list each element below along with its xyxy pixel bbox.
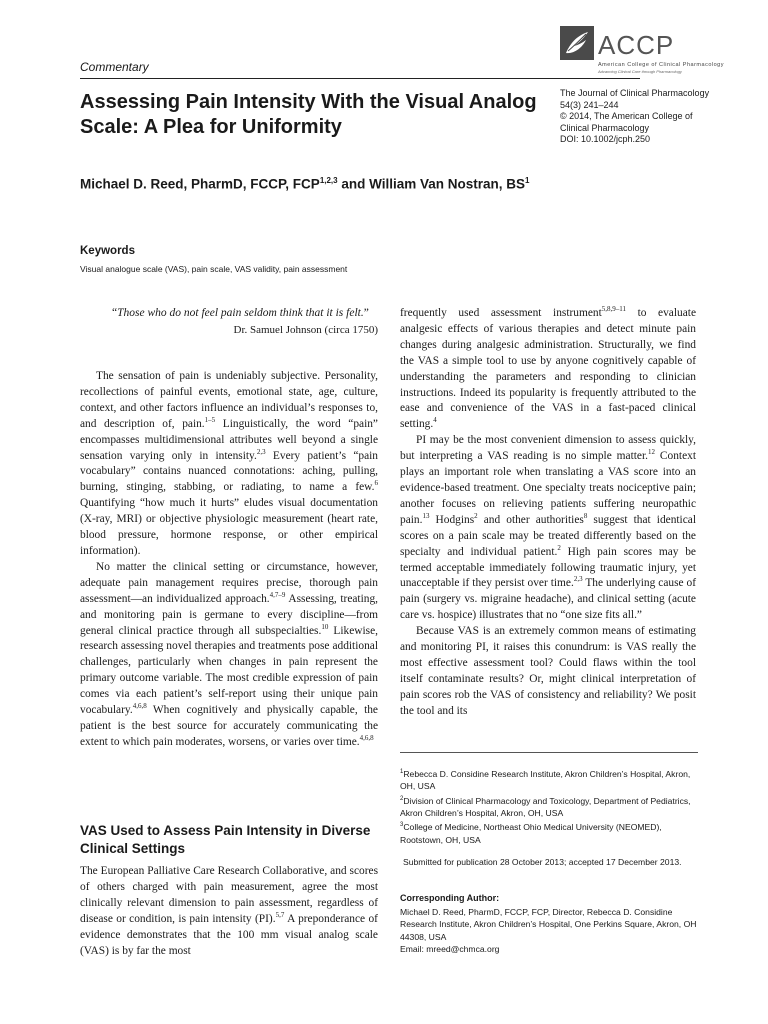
journal-name: The Journal of Clinical Pharmacology: [560, 88, 710, 98]
text-span: A preponderance of evidence demonstrates that the 100 mm visual analog scale (VAS) is by far the most: [80, 912, 378, 957]
citation[interactable]: 12: [648, 448, 655, 457]
affiliation-number: 1: [400, 769, 404, 775]
text-span: The sensation of pain is undeniably subjective. Personality, recollections of painful events, emotional state, age, culture, context, and other factors influence an individual’s responses to, and description of, pain.: [80, 370, 378, 430]
text-span: Likewise, research assessing novel therapies and treatments pose additional challenges, particularly when changes in pain represent the primary outcome variable. The most credible expression of pain comes via each patient’s self-report using their unique pain vocabulary.: [80, 624, 379, 717]
body-paragraph-1: [80, 369, 378, 560]
text-span: PI may be the most convenient dimension to assess quickly, but interpreting a VAS reading is no simple matter.: [400, 434, 696, 463]
author-line: [80, 176, 720, 192]
journal-info: [560, 88, 710, 146]
epigraph-quote: Those who do not feel pain seldom think that it is felt.: [117, 307, 364, 319]
text-span: High pain scores may be termed acceptable immediately following traumatic injury, yet unacceptable if they persist over time.: [400, 545, 696, 590]
footnote-rule: [400, 752, 698, 753]
text-span: Because VAS is an extremely common means of estimating and monitoring PI, it raises this conundrum: is VAS really the most effective assessment tool? Could flaws within the tool itself contaminate results? Or, might clinical interpretation of pain scores rob the VAS of consistency and reliability? We posit the tool and its: [400, 625, 696, 717]
text-span: frequently used assessment instrument: [400, 307, 602, 319]
text-span: When cognitively and physically capable, the patient is the best source for accurately communicating the extent to which pain moderates, worsens, or varies over time.: [80, 704, 378, 748]
text-span: to evaluate analgesic effects of various therapies and detect minute pain changes during analgesic administration. Structurally, we find the VAS a simple tool to use by anyone cognitively capable of understanding the parameters and responding to clinician instructions. Indeed its popularity is frequently attributed to the ease and convenience of the VAS in a fast-paced clinical setting.: [400, 307, 696, 431]
citation[interactable]: 2,3: [256, 447, 266, 456]
affiliation-text: Rebecca D. Considine Research Institute, Akron Children’s Hospital, Akron, OH, USA: [400, 768, 691, 792]
section-label: Commentary: [80, 60, 149, 74]
citation[interactable]: 1–5: [204, 415, 216, 424]
text-span: Every patient’s “pain vocabulary” contains nuanced connotations: aching, pulling, burning, stinging, stabbing, or radiating, to name a few.: [80, 449, 378, 494]
citation[interactable]: 2: [557, 543, 561, 552]
citation[interactable]: 2: [474, 511, 478, 520]
corresponding-author-heading: Corresponding Author:: [400, 893, 500, 903]
body-paragraph-4: [400, 306, 696, 433]
citation[interactable]: 4,7–9: [269, 590, 286, 599]
leaf-logo-icon: [560, 26, 594, 60]
text-span: Hodgins: [429, 513, 475, 526]
section-heading: VAS Used to Assess Pain Intensity in Diverse Clinical Settings: [80, 823, 371, 856]
citation[interactable]: 10: [321, 622, 329, 631]
header-rule: [80, 78, 640, 79]
affiliation-3: [400, 819, 700, 846]
text-span: No matter the clinical setting or circumstance, however, adequate pain management requires precise, thorough pain assessment—an individualized approach.: [80, 560, 378, 605]
corresponding-author-email[interactable]: Email: mreed@chmca.org: [400, 944, 500, 955]
body-column-left-upper: [80, 369, 378, 751]
citation[interactable]: 5,7: [275, 910, 285, 919]
journal-publisher: Clinical Pharmacology: [560, 122, 650, 133]
affiliation-number: 3: [400, 822, 404, 829]
text-span: Quantifying “how much it hurts” eludes visual documentation (X-ray, MRI) or objective physiologic measurement (heart rate, blood pressure, hormone response, or other empirical information).: [80, 497, 378, 557]
body-paragraph-2: [80, 560, 378, 751]
citation[interactable]: 4: [433, 416, 437, 425]
affiliation-1: [400, 766, 700, 793]
epigraph-open-quote: “: [112, 307, 118, 319]
affiliation-text: Division of Clinical Pharmacology and Toxicology, Department of Pediatrics, Akron Children’s Hospital, Akron, OH, USA: [400, 795, 691, 818]
keywords-list: Visual analogue scale (VAS), pain scale, VAS validity, pain assessment: [80, 264, 348, 274]
text-span: Context plays an important role when translating a VAS score into an evidence-based treatment. One specialty treats nociceptive pain; another focuses on relieving patients suffering neuropathic pain.: [400, 450, 696, 526]
logo-subtitle: American College of Clinical Pharmacology: [598, 62, 724, 68]
citation[interactable]: 4,6,8: [359, 734, 374, 743]
logo-acronym: ACCP: [598, 30, 675, 60]
body-paragraph-6: [400, 624, 696, 719]
affiliation-number: 2: [400, 795, 404, 802]
article-title: Assessing Pain Intensity With the Visual Analog Scale: A Plea for Uniformity: [80, 91, 537, 138]
epigraph-attribution: Dr. Samuel Johnson (circa 1750): [233, 324, 378, 336]
citation[interactable]: 2,3: [573, 575, 583, 584]
citation[interactable]: 4,6,8: [132, 702, 147, 711]
text-span: Assessing, treating, and monitoring pain is germane to every discipline—from general clinical practice through all subspecialties.: [80, 592, 378, 637]
logo-tagline: Advancing Clinical Care through Pharmacology: [598, 69, 682, 74]
text-span: The underlying cause of pain (surgery vs. migraine headache), and clinical setting (acute care vs. hospice) illustrates that no “one size fits all.”: [400, 577, 697, 622]
text-span: suggest that identical scores on a pain scale may be treated differently based on the specialty and individual patient.: [400, 513, 697, 558]
text-span: Linguistically, the word “pain” encompasses multidimensional attributes well beyond a single sensation varying only in intensity.: [80, 417, 378, 462]
corresponding-author: [400, 906, 700, 956]
epigraph: [112, 306, 378, 338]
citation[interactable]: 5,8,9–11: [601, 305, 627, 314]
accp-logo: [560, 26, 724, 76]
epigraph-close-quote: ”: [363, 307, 369, 319]
submission-dates: Submitted for publication 28 October 2013; accepted 17 December 2013.: [403, 857, 682, 867]
keywords-heading: Keywords: [80, 245, 135, 257]
body-column-right: [400, 306, 696, 720]
affiliations: [400, 766, 700, 846]
author-1: Michael D. Reed, PharmD, FCCP, FCP: [80, 176, 320, 192]
text-span: and other authorities: [477, 513, 584, 526]
body-paragraph-5: [400, 433, 696, 624]
journal-volume: 54(3) 241–244: [560, 99, 619, 110]
citation[interactable]: 6: [374, 479, 378, 488]
author-connector: and: [337, 176, 370, 192]
citation[interactable]: 13: [422, 511, 430, 520]
journal-copyright: © 2014, The American College of: [560, 111, 693, 121]
citation[interactable]: 8: [583, 511, 588, 520]
corresponding-author-address: Michael D. Reed, PharmD, FCCP, FCP, Director, Rebecca D. Considine Research Institute, Akron Children’s Hospital, One Perkins Square, Akron, OH 44308, USA: [400, 907, 697, 942]
body-paragraph-3: [80, 864, 378, 959]
affiliation-text: College of Medicine, Northeast Ohio Medical University (NEOMED), Rootstown, OH, USA: [400, 822, 662, 845]
affiliation-2: [400, 793, 700, 820]
journal-doi[interactable]: DOI: 10.1002/jcph.250: [560, 134, 651, 144]
body-column-left-lower: [80, 864, 378, 959]
text-span: The European Palliative Care Research Collaborative, and scores of others charged with pain measurement, agree the most clinically relevant dimension to pain assessment, regardless of disease or condition, is pain intensity (PI).: [80, 865, 378, 925]
author-1-affiliations: 1,2,3: [319, 176, 338, 185]
author-2: William Van Nostran, BS: [369, 176, 526, 192]
author-2-affiliations: 1: [525, 176, 530, 185]
